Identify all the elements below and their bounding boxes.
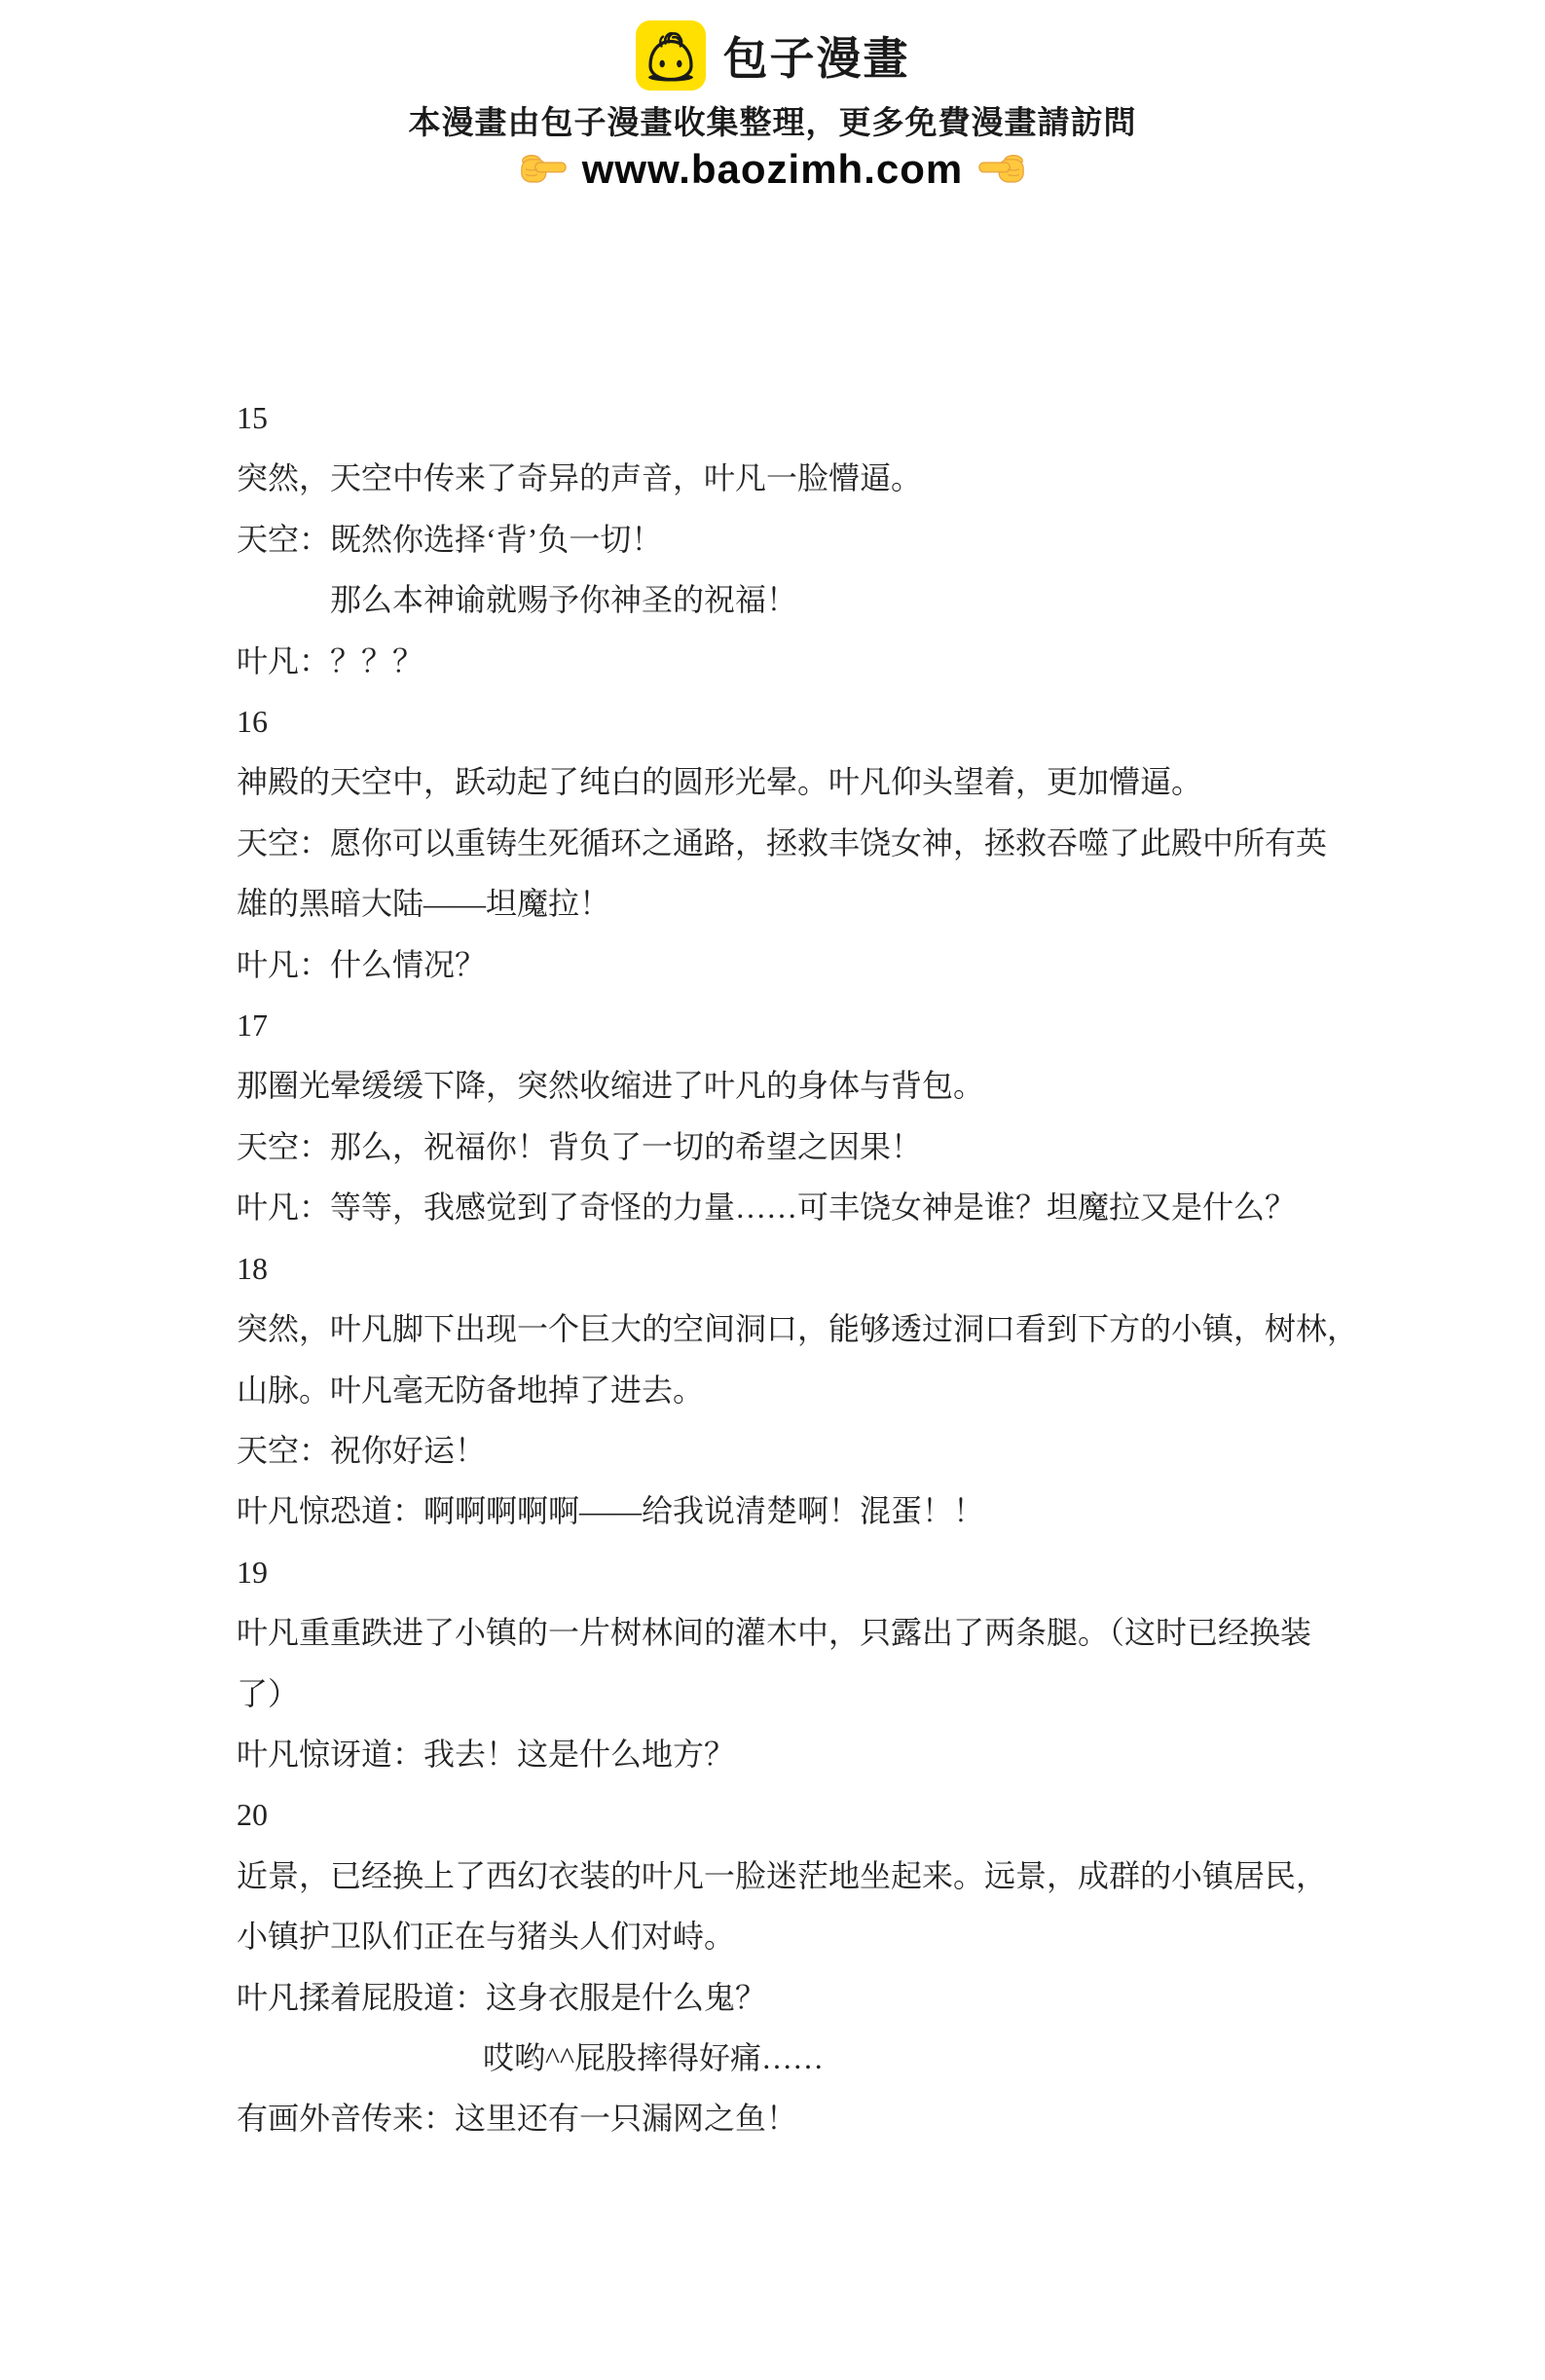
script-line: 近景，已经换上了西幻衣装的叶凡一脸迷茫地坐起来。远景，成群的小镇居民， (237, 1857, 1328, 1893)
baozi-logo-icon (636, 20, 706, 91)
script-line: 天空：祝你好运！ (237, 1432, 487, 1468)
script-line: 叶凡：等等，我感觉到了奇怪的力量……可丰饶女神是谁？坦魔拉又是什么？ (237, 1190, 1297, 1226)
section-number: 17 (237, 1007, 268, 1044)
script-line: 那圈光晕缓缓下降，突然收缩进了叶凡的身体与背包。 (237, 1068, 985, 1104)
section-number: 18 (237, 1250, 268, 1286)
script-line: 了） (237, 1675, 300, 1711)
point-right-hand-icon (520, 151, 567, 188)
script-body (237, 387, 1424, 2149)
section-number: 16 (237, 704, 268, 740)
script-line: 小镇护卫队们正在与猪头人们对峙。 (237, 1919, 736, 1955)
url-row (0, 146, 1545, 193)
site-url: www.baozimh.com (581, 146, 964, 192)
section-number: 19 (237, 1554, 268, 1590)
script-line: 突然，叶凡脚下出现一个巨大的空间洞口，能够透过洞口看到下方的小镇，树林， (237, 1311, 1359, 1347)
brand-row (0, 0, 1545, 91)
script-line: 神殿的天空中，跃动起了纯白的圆形光晕。叶凡仰头望着，更加懵逼。 (237, 764, 1203, 800)
script-line: 叶凡：什么情况？ (237, 946, 487, 982)
script-line: 突然，天空中传来了奇异的声音，叶凡一脸懵逼。 (237, 460, 923, 496)
site-banner (0, 0, 1545, 193)
section-number: 15 (237, 400, 268, 435)
brand-name: 包子漫畫 (722, 33, 910, 84)
banner-subtitle: 本漫畫由包子漫畫收集整理，更多免費漫畫請訪問 (408, 104, 1137, 140)
script-line: 叶凡惊讶道：我去！这是什么地方？ (237, 1736, 736, 1772)
script-line: 有画外音传来：这里还有一只漏网之鱼！ (237, 2101, 798, 2137)
script-line: 天空：那么，祝福你！背负了一切的希望之因果！ (237, 1128, 923, 1164)
script-line: 雄的黑暗大陆——坦魔拉！ (237, 886, 611, 922)
point-left-hand-icon (978, 151, 1025, 188)
section-number: 20 (237, 1797, 268, 1833)
script-line: 叶凡惊恐道：啊啊啊啊啊——给我说清楚啊！混蛋！！ (237, 1493, 985, 1529)
script-line: 山脉。叶凡毫无防备地掉了进去。 (237, 1372, 705, 1408)
script-line: 那么本神谕就赐予你神圣的祝福！ (330, 582, 798, 618)
script-line: 叶凡：？？？ (237, 642, 424, 678)
script-line: 哎哟^^屁股摔得好痛…… (483, 2039, 825, 2075)
script-line: 叶凡重重跌进了小镇的一片树林间的灌木中，只露出了两条腿。（这时已经换装 (237, 1615, 1312, 1651)
script-line: 天空：既然你选择‘背’负一切！ (237, 521, 663, 557)
script-line: 天空：愿你可以重铸生死循环之通路，拯救丰饶女神，拯救吞噬了此殿中所有英 (237, 824, 1328, 860)
script-line: 叶凡揉着屁股道：这身衣服是什么鬼？ (237, 1979, 767, 2015)
